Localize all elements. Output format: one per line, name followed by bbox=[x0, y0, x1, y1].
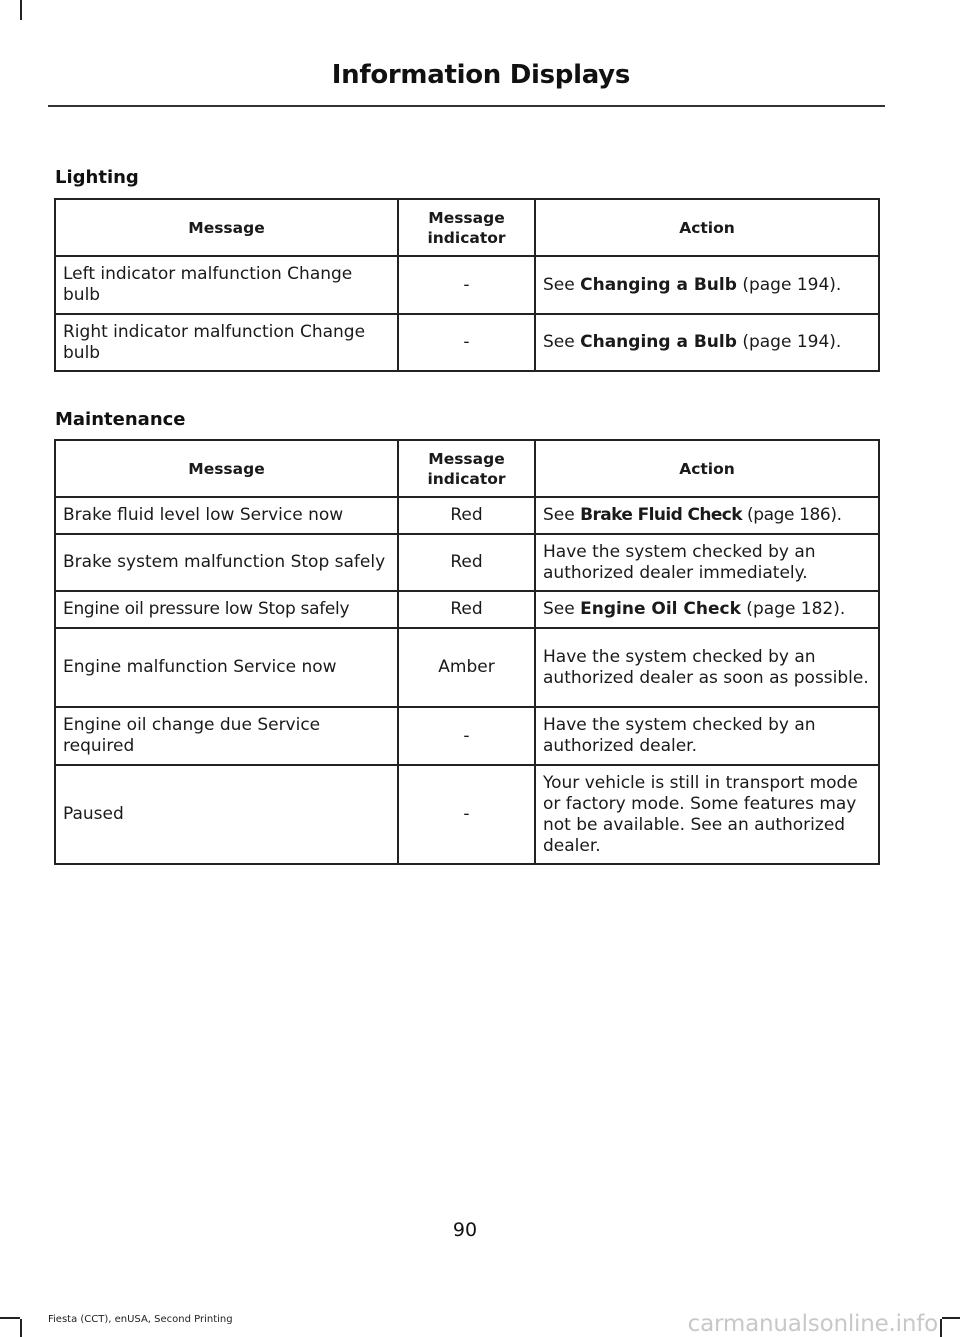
table-header-row bbox=[55, 199, 879, 256]
table-row bbox=[55, 314, 879, 371]
action-prefix: See bbox=[543, 274, 581, 295]
crop-mark-bottom-left bbox=[0, 1317, 20, 1319]
action-suffix: (page 182). bbox=[740, 599, 846, 619]
action-suffix: (page 194). bbox=[736, 332, 842, 352]
lighting-heading: Lighting bbox=[55, 167, 139, 188]
action-cell bbox=[535, 497, 879, 534]
action-cell: Have the system checked by an authorized dealer. bbox=[535, 707, 879, 765]
action-cell bbox=[535, 314, 879, 371]
table-row bbox=[55, 497, 879, 534]
indicator-cell: Red bbox=[398, 497, 535, 534]
table-row bbox=[55, 765, 879, 864]
message-cell: Brake system malfunction Stop safely bbox=[55, 534, 398, 591]
action-prefix: See bbox=[543, 332, 581, 352]
crop-mark-bottom-right-h bbox=[942, 1317, 960, 1319]
message-cell: Brake fluid level low Service now bbox=[55, 497, 398, 534]
crop-mark-top-left bbox=[20, 0, 22, 20]
action-cell: Your vehicle is still in transport mode or factory mode. Some features may not be available. See an authorized dealer. bbox=[535, 765, 879, 864]
indicator-cell: - bbox=[398, 256, 535, 314]
crop-mark-bottom-right bbox=[940, 1319, 942, 1337]
message-cell: Paused bbox=[55, 765, 398, 864]
page-title: Information Displays bbox=[331, 60, 630, 90]
table-row bbox=[55, 256, 879, 314]
action-cell bbox=[535, 591, 879, 628]
table-header-row bbox=[55, 440, 879, 497]
action-reference-link[interactable]: Brake Fluid Check bbox=[580, 505, 742, 525]
page-number: 90 bbox=[452, 1219, 478, 1241]
maintenance-table bbox=[54, 439, 880, 865]
action-prefix: See bbox=[543, 505, 581, 525]
column-header-indicator: Message indicator bbox=[398, 199, 535, 256]
watermark: carmanualsonline.info bbox=[687, 1311, 938, 1337]
edition-note: Fiesta (CCT), enUSA, Second Printing bbox=[48, 1314, 233, 1325]
table-row bbox=[55, 707, 879, 765]
action-suffix: (page 194). bbox=[736, 274, 842, 295]
action-cell: Have the system checked by an authorized dealer immediately. bbox=[535, 534, 879, 591]
message-cell: Engine oil pressure low Stop safely bbox=[55, 591, 398, 628]
message-cell: Right indicator malfunction Change bulb bbox=[55, 314, 398, 371]
column-header-message: Message bbox=[55, 440, 398, 497]
indicator-cell: - bbox=[398, 765, 535, 864]
indicator-cell: Red bbox=[398, 591, 535, 628]
action-reference-link[interactable]: Changing a Bulb bbox=[580, 332, 737, 352]
indicator-cell: - bbox=[398, 707, 535, 765]
crop-mark-bottom-left-v bbox=[20, 1319, 22, 1337]
column-header-indicator: Message indicator bbox=[398, 440, 535, 497]
indicator-cell: - bbox=[398, 314, 535, 371]
table-row bbox=[55, 628, 879, 707]
title-divider bbox=[48, 105, 885, 107]
action-reference-link[interactable]: Engine Oil Check bbox=[580, 599, 741, 619]
column-header-action: Action bbox=[535, 199, 879, 256]
message-cell: Engine oil change due Service required bbox=[55, 707, 398, 765]
action-cell bbox=[535, 256, 879, 314]
table-row bbox=[55, 591, 879, 628]
column-header-message: Message bbox=[55, 199, 398, 256]
lighting-table bbox=[54, 198, 880, 372]
message-cell: Engine malfunction Service now bbox=[55, 628, 398, 707]
indicator-cell: Amber bbox=[398, 628, 535, 707]
action-reference-link[interactable]: Changing a Bulb bbox=[580, 274, 737, 295]
action-cell: Have the system checked by an authorized dealer as soon as possible. bbox=[535, 628, 879, 707]
column-header-action: Action bbox=[535, 440, 879, 497]
action-suffix: (page 186). bbox=[741, 505, 842, 525]
message-cell: Left indicator malfunction Change bulb bbox=[55, 256, 398, 314]
table-row bbox=[55, 534, 879, 591]
maintenance-heading: Maintenance bbox=[55, 409, 186, 430]
action-prefix: See bbox=[543, 599, 581, 619]
indicator-cell: Red bbox=[398, 534, 535, 591]
